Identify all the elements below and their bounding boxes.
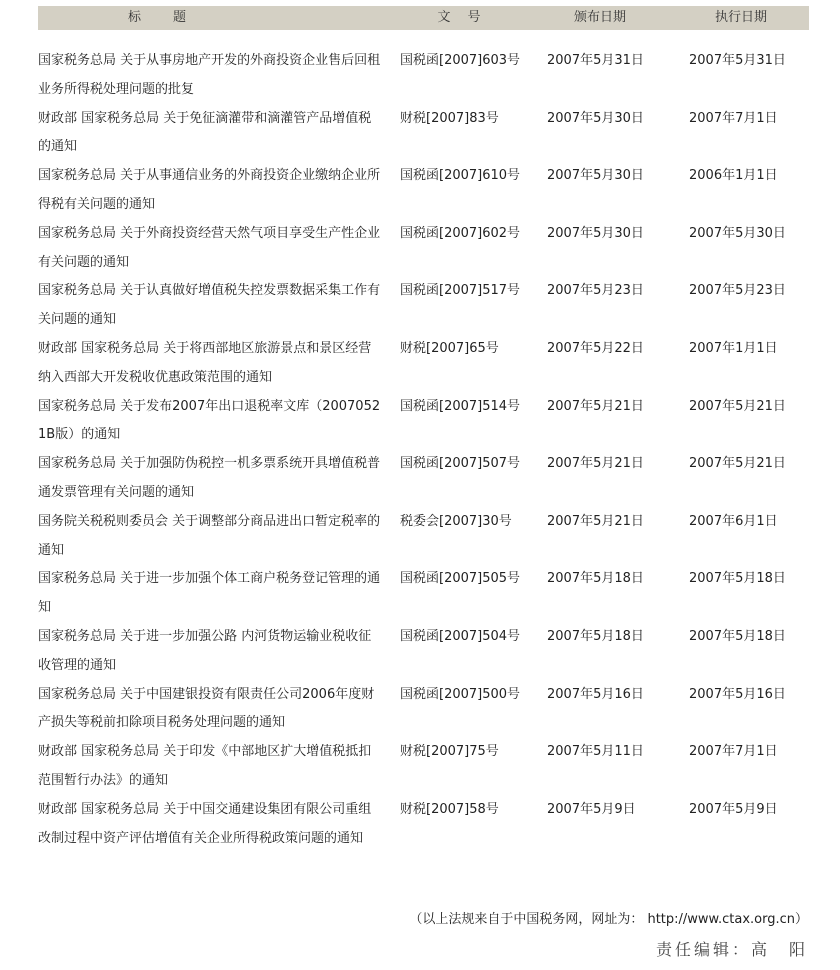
regulation-title: 财政部 国家税务总局 关于中国交通建设集团有限公司重组改制过程中资产评估增值有关企业所得税政策问题的通知 [38,801,372,846]
table-row [38,565,809,623]
effective-date: 2007年1月1日 [689,340,778,356]
table-row [38,623,809,681]
effective-date: 2007年5月9日 [689,801,778,817]
document-number: 国税函[2007]504号 [400,628,521,644]
document-number: 财税[2007]83号 [400,110,499,126]
publish-date: 2007年5月30日 [547,110,644,126]
document-number: 国税函[2007]514号 [400,398,521,414]
regulation-title: 国家税务总局 关于发布2007年出口退税率文库（20070521B版）的通知 [38,398,381,443]
effective-date: 2007年6月1日 [689,513,778,529]
publish-date: 2007年5月30日 [547,225,644,241]
regulation-title: 国家税务总局 关于进一步加强公路 内河货物运输业税收征收管理的通知 [38,628,372,673]
table-row [38,47,809,105]
regulation-title: 财政部 国家税务总局 关于免征滴灌带和滴灌管产品增值税的通知 [38,110,372,155]
publish-date: 2007年5月9日 [547,801,636,817]
effective-date: 2007年5月21日 [689,398,786,414]
header-title: 标 题 [127,10,188,25]
table-row [38,162,809,220]
regulation-title: 国家税务总局 关于加强防伪税控一机多票系统开具增值税普通发票管理有关问题的通知 [38,456,381,500]
regulation-title: 国家税务总局 关于从事通信业务的外商投资企业缴纳企业所得税有关问题的通知 [38,168,381,212]
document-number: 国税函[2007]507号 [400,456,521,472]
publish-date: 2007年5月21日 [547,398,644,414]
table-row [38,796,809,882]
publish-date: 2007年5月21日 [547,513,644,529]
document-number: 国税函[2007]603号 [400,53,521,68]
regulation-title: 财政部 国家税务总局 关于将西部地区旅游景点和景区经营纳入西部大开发税收优惠政策范围的通知 [38,340,372,385]
publish-date: 2007年5月21日 [547,456,644,472]
header-effective-date: 执行日期 [714,10,767,25]
regulation-title: 国家税务总局 关于外商投资经营天然气项目享受生产性企业有关问题的通知 [38,225,381,270]
header-publish-date: 颁布日期 [573,10,626,25]
effective-date: 2007年5月21日 [689,456,786,472]
table-header [38,6,809,30]
effective-date: 2006年1月1日 [689,168,778,184]
effective-date: 2007年5月16日 [689,686,786,702]
table-row [38,335,809,393]
document-number: 财税[2007]65号 [400,340,499,356]
document-number: 国税函[2007]500号 [400,686,521,702]
publish-date: 2007年5月31日 [547,53,644,68]
table-row [38,393,809,451]
document-number: 国税函[2007]517号 [400,283,521,299]
regulation-title: 国务院关税税则委员会 关于调整部分商品进出口暂定税率的通知 [38,513,381,558]
table-row [38,105,809,163]
effective-date: 2007年5月18日 [689,571,786,587]
publish-date: 2007年5月22日 [547,340,644,356]
effective-date: 2007年7月1日 [689,110,778,126]
regulation-title: 国家税务总局 关于从事房地产开发的外商投资企业售后回租业务所得税处理问题的批复 [38,53,381,97]
header-doc-number: 文 号 [437,10,483,25]
table-row [38,277,809,335]
publish-date: 2007年5月30日 [547,168,644,184]
regulation-title: 国家税务总局 关于认真做好增值税失控发票数据采集工作有关问题的通知 [38,283,381,328]
regulation-title: 国家税务总局 关于进一步加强个体工商户税务登记管理的通知 [38,571,381,616]
table-row [38,681,809,739]
table-row [38,220,809,278]
effective-date: 2007年5月23日 [689,283,786,299]
regulation-title: 国家税务总局 关于中国建银投资有限责任公司2006年度财产损失等税前扣除项目税务处理问题的通知 [38,686,375,731]
effective-date: 2007年5月18日 [689,628,786,644]
regulation-list [38,47,809,882]
source-note: （以上法规来自于中国税务网，网址为： http://www.ctax.org.cn） [409,912,808,927]
table-row [38,508,809,566]
document-number: 国税函[2007]602号 [400,225,521,241]
document-number: 国税函[2007]610号 [400,168,521,184]
effective-date: 2007年5月30日 [689,225,786,241]
table-row [38,450,809,508]
responsible-editor: 责任编辑：高 阳 [655,940,808,959]
document-number: 税委会[2007]30号 [400,513,512,529]
publish-date: 2007年5月18日 [547,628,644,644]
publish-date: 2007年5月23日 [547,283,644,299]
publish-date: 2007年5月18日 [547,571,644,587]
publish-date: 2007年5月16日 [547,686,644,702]
effective-date: 2007年7月1日 [689,744,778,760]
table-row [38,738,809,796]
document-number: 国税函[2007]505号 [400,571,521,587]
effective-date: 2007年5月31日 [689,53,786,68]
regulation-title: 财政部 国家税务总局 关于印发《中部地区扩大增值税抵扣范围暂行办法》的通知 [38,744,372,788]
document-number: 财税[2007]75号 [400,744,499,760]
publish-date: 2007年5月11日 [547,744,644,760]
document-number: 财税[2007]58号 [400,801,499,817]
